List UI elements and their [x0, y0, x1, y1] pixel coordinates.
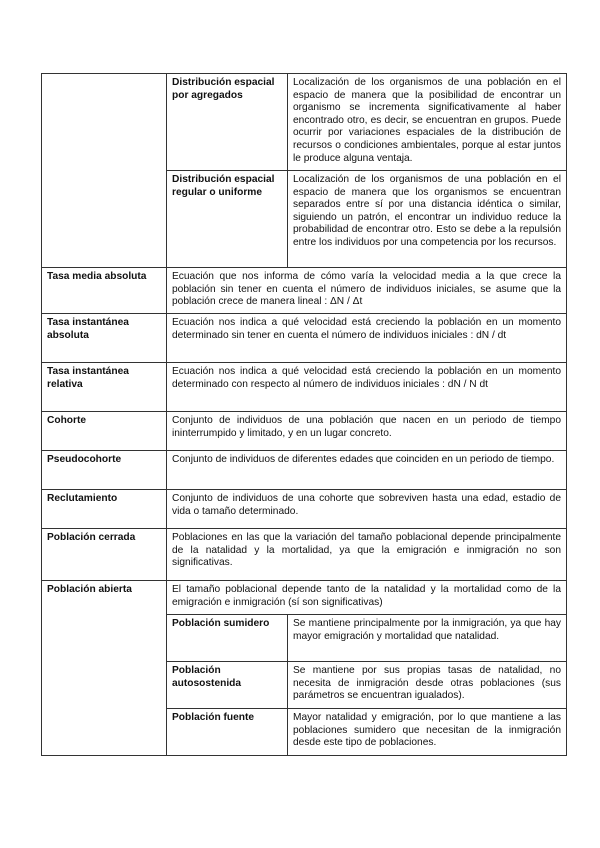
empty-cell	[42, 171, 167, 268]
table-row	[42, 74, 567, 171]
term-cell: Tasa instantánea relativa	[42, 363, 167, 412]
definition-cell: Conjunto de individuos de una población que nacen en un periodo de tiempo ininterrumpido y limitado, y en un lugar concreto.	[167, 412, 567, 451]
definition-cell: Ecuación que nos informa de cómo varía la velocidad media a la que crece la población sin tener en cuenta el número de individuos iniciales, se asume que la población crece de manera lineal : ΔN / Δt	[167, 268, 567, 314]
term-cell: Población abierta	[42, 581, 167, 756]
definition-cell: Ecuación nos indica a qué velocidad está creciendo la población en un momento determinado con respecto al número de individuos iniciales : dN / N dt	[167, 363, 567, 412]
definition-cell: El tamaño poblacional depende tanto de la natalidad y la mortalidad como de la emigración e inmigración (sí son significativas)	[167, 581, 567, 615]
table-row	[42, 314, 567, 363]
definition-cell: Poblaciones en las que la variación del tamaño poblacional depende principalmente de la natalidad y la mortalidad, ya que la emigración e inmigración no son significativas.	[167, 529, 567, 581]
table-row	[42, 268, 567, 314]
definition-cell: Ecuación nos indica a qué velocidad está creciendo la población en un momento determinado sin tener en cuenta el número de individuos iniciales : dN / dt	[167, 314, 567, 363]
table-row	[42, 451, 567, 490]
definition-cell: Localización de los organismos de una población en el espacio de manera que los organismos se encuentran separados entre sí por una distancia idéntica o similar, siguiendo un patrón, el encontrar un individuo reduce la probabilidad de encontrar otro. Esto se debe a la repulsión entre los individuos por una competencia por los recursos.	[288, 171, 567, 268]
definition-cell: Se mantiene principalmente por la inmigración, ya que hay mayor emigración y mortalidad que natalidad.	[288, 615, 567, 662]
term-cell: Distribución espacial regular o uniforme	[167, 171, 288, 268]
definition-cell: Conjunto de individuos de una cohorte que sobreviven hasta una edad, estadio de vida o tamaño determinado.	[167, 490, 567, 529]
empty-cell	[42, 74, 167, 171]
term-cell: Tasa media absoluta	[42, 268, 167, 314]
subterm-cell: Población autosostenida	[167, 662, 288, 709]
term-cell: Reclutamiento	[42, 490, 167, 529]
table-row	[42, 490, 567, 529]
definition-cell: Mayor natalidad y emigración, por lo que mantiene a las poblaciones sumidero que necesitan de la inmigración desde este tipo de poblaciones.	[288, 709, 567, 756]
table-row	[42, 581, 567, 615]
table-row	[42, 171, 567, 268]
term-cell: Población cerrada	[42, 529, 167, 581]
definition-cell: Localización de los organismos de una población en el espacio de manera que la posibilidad de encontrar un organismo se incrementa significativamente al haber encontrado otro, es decir, se encuentran en grupos. Puede ocurrir por variaciones espaciales de la distribución de recursos o condiciones ambientales, porque al estar juntos le produce alguna ventaja.	[288, 74, 567, 171]
subterm-cell: Población fuente	[167, 709, 288, 756]
definitions-table	[41, 73, 567, 756]
table-row	[42, 529, 567, 581]
table-row	[42, 412, 567, 451]
definition-cell: Se mantiene por sus propias tasas de natalidad, no necesita de inmigración desde otras poblaciones (sus parámetros se encuentran igualados).	[288, 662, 567, 709]
term-cell: Distribución espacial por agregados	[167, 74, 288, 171]
subterm-cell: Población sumidero	[167, 615, 288, 662]
table-row	[42, 363, 567, 412]
term-cell: Pseudocohorte	[42, 451, 167, 490]
definition-cell: Conjunto de individuos de diferentes edades que coinciden en un periodo de tiempo.	[167, 451, 567, 490]
term-cell: Cohorte	[42, 412, 167, 451]
term-cell: Tasa instantánea absoluta	[42, 314, 167, 363]
